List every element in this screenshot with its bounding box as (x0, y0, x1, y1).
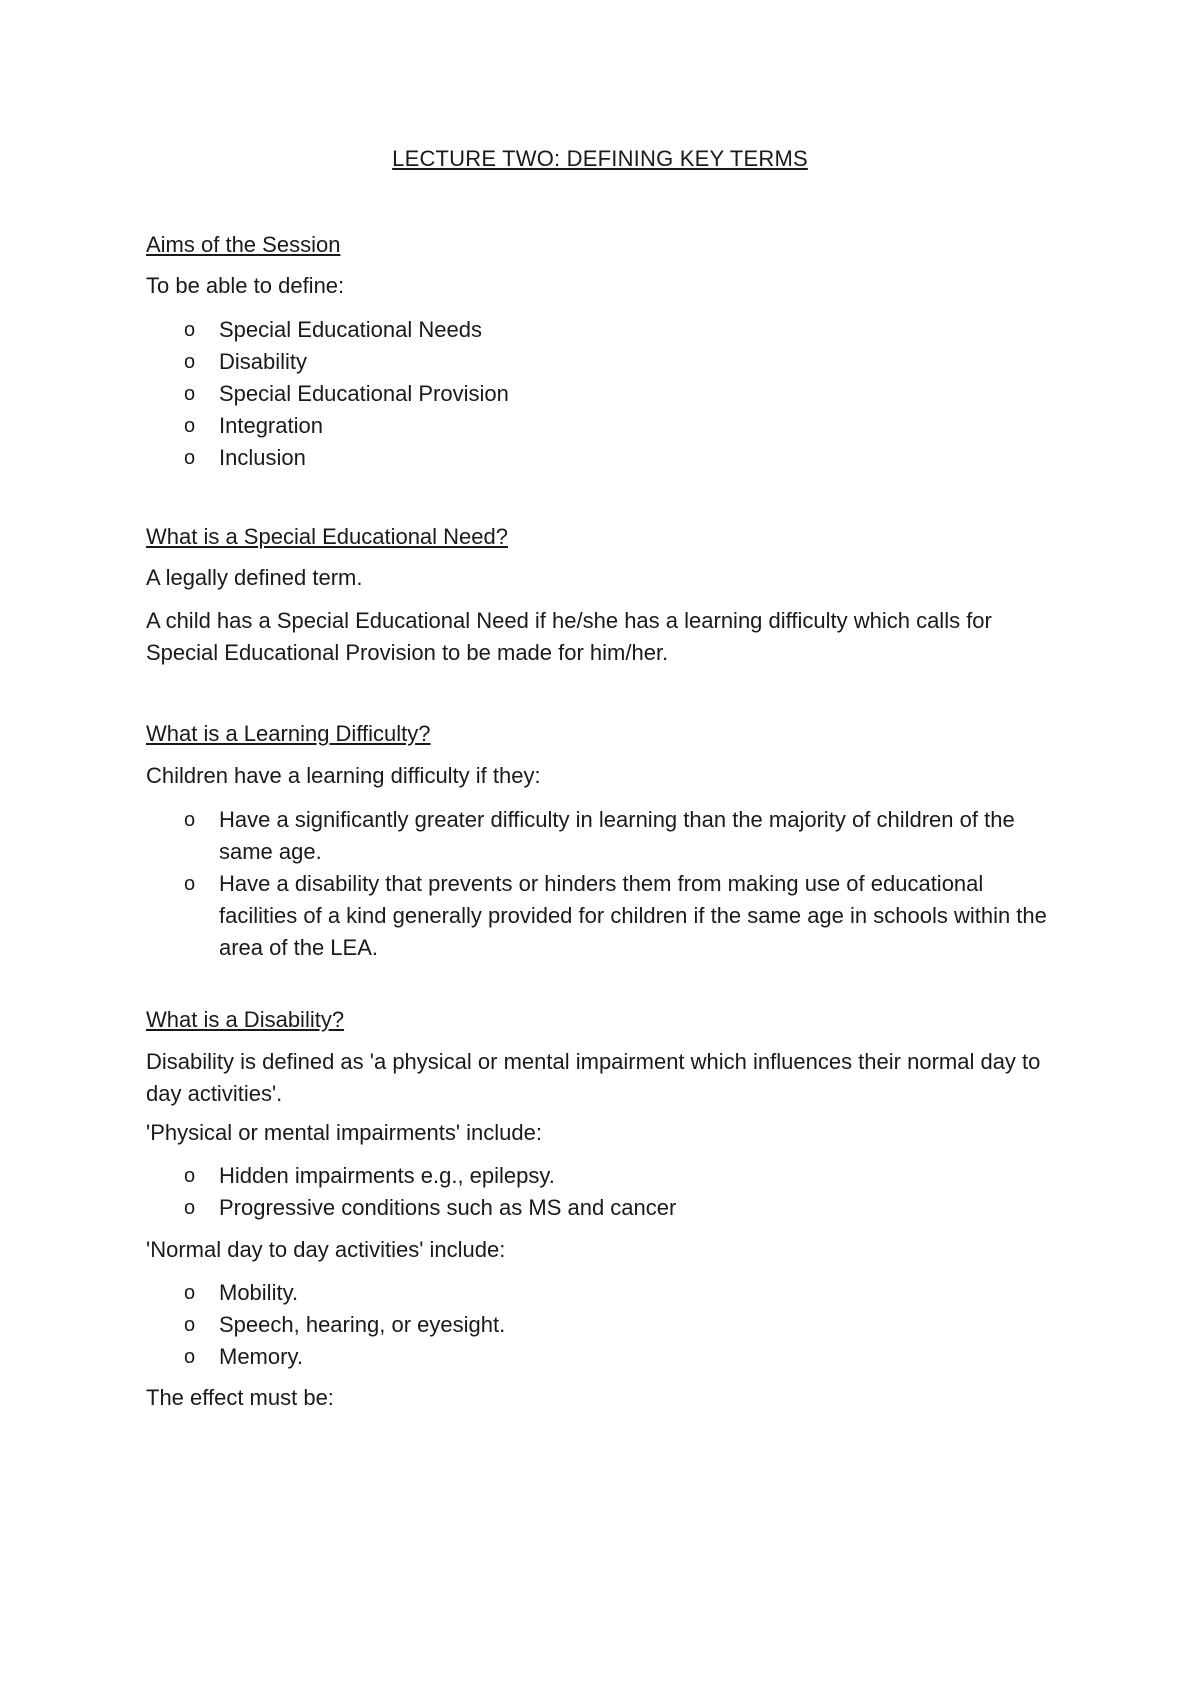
bullet-icon: o (184, 1314, 196, 1336)
page-title: LECTURE TWO: DEFINING KEY TERMS (392, 146, 808, 171)
disability-definition: Disability is defined as 'a physical or mental impairment which influences their normal day to day activities'. (146, 1049, 1041, 1106)
bullet-icon: o (184, 351, 196, 373)
aims-intro: To be able to define: (146, 273, 345, 298)
list-item: o Special Educational Provision (146, 378, 1066, 410)
disability-heading: What is a Disability? (146, 1007, 345, 1032)
bullet-icon: o (184, 1197, 196, 1219)
list-item: o Memory. (146, 1341, 1066, 1373)
sen-paragraph-1: A legally defined term. (146, 565, 363, 590)
impairments-list (146, 1160, 1066, 1224)
bullet-icon: o (184, 319, 196, 341)
bullet-icon: o (184, 873, 196, 895)
learning-intro: Children have a learning difficulty if they: (146, 763, 541, 788)
bullet-icon: o (184, 1282, 196, 1304)
impairments-intro: 'Physical or mental impairments' include: (146, 1120, 542, 1145)
sen-paragraph-2: A child has a Special Educational Need if he/she has a learning difficulty which calls for Special Educational Provision to be made for him/her. (146, 608, 992, 665)
activities-list (146, 1277, 1066, 1373)
bullet-icon: o (184, 809, 196, 831)
list-item: o Integration (146, 410, 1066, 442)
bullet-icon: o (184, 1165, 196, 1187)
aims-list (146, 314, 1066, 474)
list-item: o Progressive conditions such as MS and cancer (146, 1192, 1066, 1224)
bullet-icon: o (184, 415, 196, 437)
sen-heading: What is a Special Educational Need? (146, 524, 508, 549)
effect-intro: The effect must be: (146, 1385, 334, 1410)
bullet-icon: o (184, 383, 196, 405)
list-item: o Disability (146, 346, 1066, 378)
list-item: o Mobility. (146, 1277, 1066, 1309)
list-item: o Speech, hearing, or eyesight. (146, 1309, 1066, 1341)
aims-heading: Aims of the Session (146, 232, 341, 257)
list-item: o Have a disability that prevents or hinders them from making use of educational facilities of a kind generally provided for children if the same age in schools within the area of the LEA. (146, 868, 1066, 964)
list-item: o Inclusion (146, 442, 1066, 474)
list-item: o Special Educational Needs (146, 314, 1066, 346)
list-item: o Hidden impairments e.g., epilepsy. (146, 1160, 1066, 1192)
learning-list (146, 804, 1066, 964)
bullet-icon: o (184, 1346, 196, 1368)
list-item: o Have a significantly greater difficulty in learning than the majority of children of the same age. (146, 804, 1066, 868)
learning-heading: What is a Learning Difficulty? (146, 721, 431, 746)
bullet-icon: o (184, 447, 196, 469)
activities-intro: 'Normal day to day activities' include: (146, 1237, 506, 1262)
